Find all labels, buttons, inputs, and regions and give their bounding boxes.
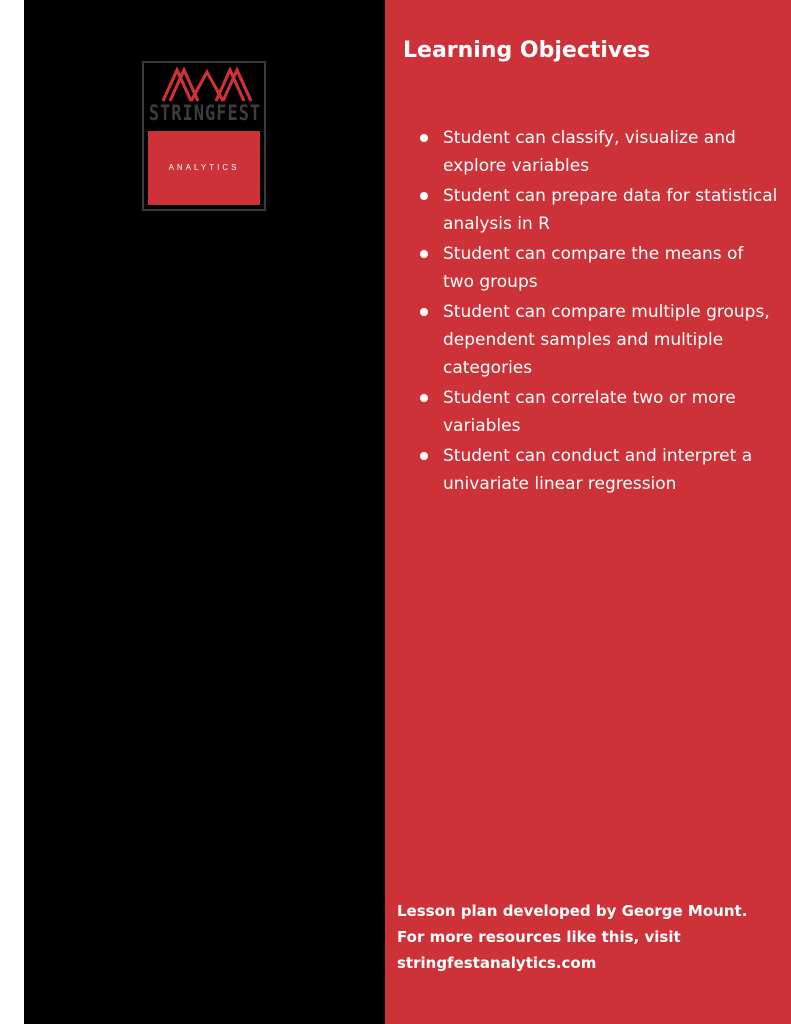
objective-text: Student can conduct and interpret a univariate linear regression	[443, 446, 753, 494]
logo-red-box	[148, 131, 260, 205]
left-panel	[24, 0, 385, 1024]
footer-resources: For more resources like this, visit	[397, 928, 681, 946]
logo-wordmark: STRINGFEST	[148, 101, 262, 126]
bullet-icon	[420, 394, 428, 402]
objective-text: Student can classify, visualize and explore variables	[443, 128, 736, 176]
objective-text: Student can compare multiple groups, dependent samples and multiple categories	[443, 302, 770, 378]
stringfest-logo	[142, 61, 266, 211]
bullet-icon	[420, 134, 428, 142]
bullet-icon	[420, 250, 428, 258]
list-item	[418, 384, 778, 440]
bullet-icon	[420, 192, 428, 200]
objective-text: Student can correlate two or more variables	[443, 388, 736, 436]
objective-text: Student can prepare data for statistical analysis in R	[443, 186, 778, 234]
list-item	[418, 182, 778, 238]
list-item	[418, 298, 778, 382]
footer-credits	[397, 898, 787, 976]
right-panel	[385, 0, 791, 1024]
logo-mark-icon	[161, 67, 253, 103]
list-item	[418, 442, 778, 498]
page-title: Learning Objectives	[403, 38, 651, 63]
list-item	[418, 240, 778, 296]
objectives-list	[418, 124, 778, 500]
bullet-icon	[420, 308, 428, 316]
footer-website-link[interactable]: stringfestanalytics.com	[397, 954, 597, 972]
footer-author: Lesson plan developed by George Mount.	[397, 902, 748, 920]
bullet-icon	[420, 452, 428, 460]
list-item	[418, 124, 778, 180]
logo-subtitle: ANALYTICS	[168, 163, 240, 172]
objective-text: Student can compare the means of two groups	[443, 244, 744, 292]
